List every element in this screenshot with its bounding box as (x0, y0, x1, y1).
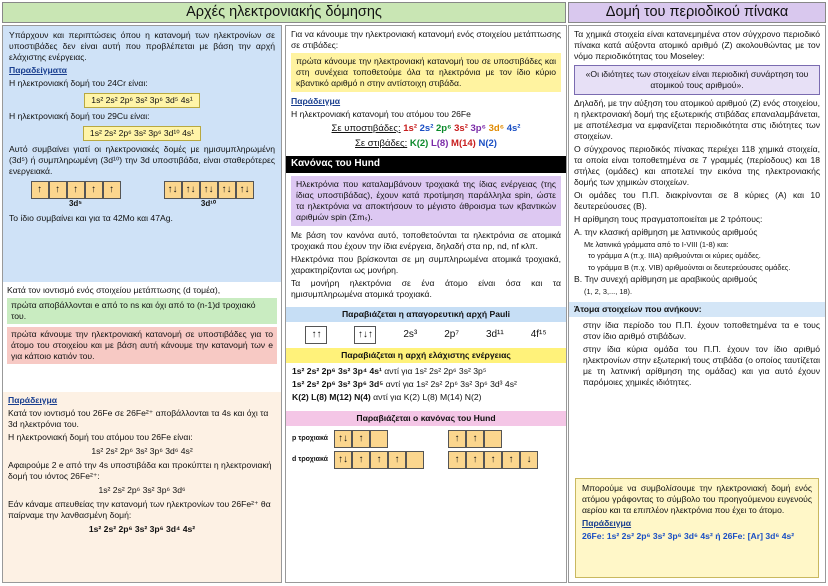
hund-section (286, 173, 566, 305)
noble-gas-fe-example: 26Fe: 1s² 2s² 2p⁶ 3s² 3p⁶ 3d⁶ 4s² ή 26Fe: [Ar] 3d⁶ 4s² (582, 531, 795, 541)
same-group-item: στην ίδια κύρια ομάδα του Π.Π. έχουν τον ίδιο αριθμό ηλεκτρονίων στην εξωτερική τους στιβάδα (ο οποίος ταυτίζεται με τη λατινική αρίθμηση της ομάδας) και για αυτό έχουν παρόμοιες χημικές ιδιότητες. (583, 343, 820, 387)
subshell-1: 1s² (403, 123, 420, 134)
p-left-orbital-2: ↑ (352, 430, 370, 448)
p-left-orbital-1: ↑↓ (334, 430, 352, 448)
shells-intro: Για να κάνουμε την ηλεκτρονιακή κατανομή ενός στοιχείου μετάπτωσης σε στιβάδες: (291, 29, 561, 50)
shells-config (410, 138, 497, 149)
d5-orbital-4: ↑ (85, 181, 103, 199)
ionization-rule-red (7, 327, 277, 364)
d10-orbital-5: ↑↓ (236, 181, 254, 199)
pauli-title: Παραβιάζεται η απαγορευτική αρχή Pauli (341, 309, 511, 320)
pauli-orbital-1: ↑↑ (305, 326, 327, 344)
d-right-orbital-5: ↓ (520, 451, 538, 469)
cr-config: 1s² 2s² 2p⁶ 3s² 3p⁶ 3d⁵ 4s¹ (84, 93, 199, 108)
d10-orbitals (164, 181, 254, 199)
hund-definition-text: Ηλεκτρόνια που καταλαμβάνουν τροχιακά της ίδιας ενέργειας (της ίδιας υποστιβάδας), έχουν κατά προτίμηση παράλληλα spin, ώστε τα ηλεκτρόνια να αποκτήσουν το μέγιστο άθροισμα των κβαντικών αριθμών spin (Σmₛ). (296, 179, 556, 223)
numbering-a-bullet1: το γράμμα A (π.χ. IIIA) αριθμούνται οι κύριες ομάδες. (588, 251, 761, 261)
p-right-orbital-1: ↑ (448, 430, 466, 448)
hund-p3: Τα μονήρη ηλεκτρόνια σε ένα άτομο είναι όσα και τα ημισυμπληρωμένα ατομικά τροχιακά. (291, 278, 561, 300)
d10-orbital-3: ↑↓ (200, 181, 218, 199)
subshell-5: 3p⁶ (470, 123, 489, 134)
noble-gas-example-title: Παράδειγμα (582, 518, 632, 528)
shells-section (286, 26, 566, 156)
mo-ag-note: Το ίδιο συμβαίνει και για τα 42Mo και 47Ag. (9, 213, 173, 224)
shells-rule (291, 53, 561, 92)
d10-orbital-4: ↑↓ (218, 181, 236, 199)
moseley-law-text: «Οι ιδιότητες των στοιχείων είναι περιοδική συνάρτηση του ατομικού τους αριθμού». (585, 69, 809, 90)
hund-definition (291, 176, 561, 226)
numbering-a-bullet2: το γράμμα B (π.χ. VIB) αριθμούνται οι δευτερεύουσες ομάδες. (588, 262, 791, 272)
subshell-2: 2s² (419, 123, 437, 134)
d-left-orbitals (334, 451, 424, 469)
subshell-7: 4s² (506, 123, 521, 134)
header-left-title: Αρχές ηλεκτρονιακής δόμησης (186, 4, 382, 21)
aufbau-title-bar (286, 348, 566, 363)
d-left-orbital-3: ↑ (370, 451, 388, 469)
d10-orbital-1: ↑↓ (164, 181, 182, 199)
column-right (568, 25, 826, 583)
pauli-examples (286, 322, 566, 348)
d-right-orbital-2: ↑ (466, 451, 484, 469)
ionization-green-text: πρώτα αποβάλλονται e από το ns και όχι από το (n-1)d τροχιακό του. (11, 300, 256, 321)
numbering-a-sub: Με λατινικά γράμματα από το I-VIII (1-8) και: (584, 240, 729, 249)
aufbau-wrong-1: 1s² 2s² 2p⁶ 3s² 3p⁴ 4s¹ (292, 366, 382, 377)
shells-example-title: Παράδειγμα (291, 96, 341, 106)
periodic-p4: Η αρίθμηση τους πραγματοποιείται με 2 τρόπους: (574, 214, 763, 224)
pauli-item-2: 2p⁷ (444, 328, 459, 340)
p-orbitals-label: p τροχιακά (292, 434, 328, 442)
header-right-title: Δομή του περιοδικού πίνακα (605, 4, 789, 21)
p-right-orbital-3 (484, 430, 502, 448)
d-right-orbital-3: ↑ (484, 451, 502, 469)
pauli-orbital-2: ↑↓↑ (354, 326, 376, 344)
d10-orbital-2: ↑↓ (182, 181, 200, 199)
fe-ion-example (3, 392, 281, 582)
cu-config: 1s² 2s² 2p⁶ 3s² 3p⁶ 3d¹⁰ 4s¹ (83, 126, 201, 141)
hund-p1: Με βάση τον κανόνα αυτό, τοποθετούνται τα ηλεκτρόνια σε ατομικά τροχιακά που έχουν την ίδια ενέργεια, δηλαδή στα np, nd, nf κλπ. (291, 230, 561, 252)
subshells-label: Σε υποστιβάδες: (331, 123, 401, 134)
d10-label: 3d¹⁰ (200, 199, 217, 208)
d-left-orbital-2: ↑ (352, 451, 370, 469)
shell-3: M(14) (451, 138, 479, 150)
fe-line4: Εάν κάναμε απευθείας την κατανομή των ηλεκτρονίων του 26Fe²⁺ θα παίρναμε την λανθασμένη δομή: (8, 499, 271, 520)
examples-title: Παραδείγματα (9, 65, 67, 75)
d5-label: 3d⁵ (68, 199, 83, 208)
column-left (2, 25, 282, 583)
aufbau-wrong-2: 1s² 2s² 2p⁶ 3s² 3p⁶ 3d⁵ (292, 379, 384, 390)
ionization-red-text: πρώτα κάνουμε την ηλεκτρονιακή κατανομή σε υποστιβάδες για το άτομο του στοιχείου και με βάση αυτή κάνουμε την κατανομή των e για κάποιο κατιόν του. (11, 329, 273, 361)
noble-gas-notation-box (575, 478, 819, 578)
exceptions-box (3, 26, 281, 282)
periodic-intro: Τα χημικά στοιχεία είναι κατανεμημένα στον σύγχρονο περιοδικό πίνακα κατά αύξοντα ατομικό αριθμό (Z) ακολουθώντας με τον νόμο περιοδικότητας του Moseley: (574, 29, 820, 61)
fe-line3: Αφαιρούμε 2 e από την 4s υποστιβάδα και προκύπτει η ηλεκτρονιακή δομή του ιόντος 26Fe²⁺: (8, 460, 272, 481)
p-left-orbitals (334, 430, 388, 448)
periodic-p3: Οι ομάδες του Π.Π. διακρίνονται σε 8 κύριες (A) και 10 δευτερεύουσες (B). (574, 190, 820, 211)
aufbau-wrong-3: K(2) L(8) M(12) N(4) (292, 392, 371, 403)
d-orbitals-label: d τροχιακά (292, 455, 328, 463)
shell-1: K(2) (409, 138, 431, 150)
shells-rule-text: πρώτα κάνουμε την ηλεκτρονιακή κατανομή του σε υποστιβάδες και στη συνέχεια τοποθετούμε όλα τα ηλεκτρόνια με τον ίδιο κύριο κβαντικό αριθμό n στην αντίστοιχη στιβάδα. (296, 56, 556, 88)
example2-title: Παράδειγμα (8, 395, 58, 405)
shells-label: Σε στιβάδες: (355, 138, 408, 150)
same-group-list (569, 317, 825, 393)
numbering-b-sub: (1, 2, 3,..., 18). (584, 287, 633, 297)
hund-p2: Ηλεκτρόνια που βρίσκονται σε μη συμπληρωμένα ατομικά τροχιακά, χαρακτηρίζονται ως μονήρη. (291, 254, 561, 276)
aufbau-examples (286, 363, 566, 408)
subshell-4: 3s² (454, 123, 471, 134)
pauli-item-3: 3d¹¹ (485, 328, 504, 340)
aufbau-right-1: αντί για 1s² 2s² 2p⁶ 3s² 3p⁵ (384, 366, 487, 377)
p-right-orbitals (448, 430, 502, 448)
hund-violation-title-bar (286, 411, 566, 426)
pauli-title-bar (286, 307, 566, 322)
fe-line1: Κατά τον ιοντισμό του 26Fe σε 26Fe²⁺ αποβάλλονται τα 4s και όχι τα 3d ηλεκτρόνια του. (8, 408, 269, 429)
header-right (568, 2, 826, 23)
fe-wrong-config: 1s² 2s² 2p⁶ 3s² 3p⁶ 3d⁴ 4s² (88, 524, 196, 534)
periodic-p2: Ο σύγχρονος περιοδικός πίνακας περιέχει 118 χημικά στοιχεία, τα οποία είναι τοποθετημένα σε 7 γραμμές (περίοδους) και 18 στήλες (ομάδες) και αποτελεί την εικόνα της ηλεκτρονιακής δομής των χημικών στοιχείων. (574, 144, 820, 187)
shell-4: N(2) (478, 138, 497, 150)
d-orbital-diagrams (9, 181, 275, 209)
hund-title: Κανόνας του Hund (291, 158, 380, 170)
periodic-intro-section (569, 26, 825, 302)
hund-violation-title: Παραβιάζεται ο κανόνας του Hund (356, 413, 496, 424)
fe-line2: Η ηλεκτρονιακή δομή του ατόμου του 26Fe είναι: (8, 432, 193, 442)
aufbau-right-2: αντί για 1s² 2s² 2p⁶ 3s² 3p⁶ 3d³ 4s² (385, 379, 517, 390)
pauli-item-4: 4f¹⁵ (530, 328, 547, 340)
moseley-law (574, 65, 820, 95)
d5-orbital-1: ↑ (31, 181, 49, 199)
same-group-title: Άτομα στοιχείων που ανήκουν: (574, 303, 702, 314)
hund-violation-examples (286, 426, 566, 473)
periodic-p1: Δηλαδή, με την αύξηση του ατομικού αριθμού (Z) ενός στοιχείου, η ηλεκτρονιακή δομή της εξωτερικής στιβάδας επαναλαμβάνεται, με αποτέλεσμα να εμφανίζεται περιοδικότητα στις ιδιότητες των στοιχείων. (574, 98, 820, 141)
ionization-rule-green (7, 298, 277, 324)
aufbau-right-3: αντί για K(2) L(8) M(14) N(2) (373, 392, 482, 403)
numbering-b: B. Την συνεχή αρίθμηση με αραβικούς αριθμούς (574, 274, 758, 285)
fe2-config: 1s² 2s² 2p⁶ 3s² 3p⁶ 3d⁶ (98, 485, 186, 495)
same-period-item: στην ίδια περίοδο του Π.Π. έχουν τοποθετημένα τα e τους στον ίδιο αριθμό στιβάδων. (583, 319, 820, 341)
d5-diagram (31, 181, 121, 209)
ionization-section (3, 282, 281, 370)
cu-line: Η ηλεκτρονιακή δομή του 29Cu είναι: (9, 111, 150, 121)
d5-orbital-3: ↑ (67, 181, 85, 199)
d-left-orbital-1: ↑↓ (334, 451, 352, 469)
noble-gas-text: Μπορούμε να συμβολίσουμε την ηλεκτρονιακή δομή ενός ατόμου γράφοντας το σύμβολο του προηγούμενου ευγενούς αερίου και τα επιπλέον ηλεκτρόνια που έχει το άτομο. (582, 483, 812, 515)
d-right-orbital-1: ↑ (448, 451, 466, 469)
aufbau-title: Παραβιάζεται η αρχή ελάχιστης ενέργειας (341, 350, 511, 361)
d-left-orbital-4: ↑ (388, 451, 406, 469)
same-group-title-bar (569, 302, 825, 317)
subshell-6: 3d⁶ (488, 123, 507, 134)
d5-orbital-5: ↑ (103, 181, 121, 199)
d5-orbital-2: ↑ (49, 181, 67, 199)
pauli-item-1: 2s³ (403, 328, 418, 340)
cr-line: Η ηλεκτρονιακή δομή του 24Cr είναι: (9, 78, 148, 88)
d-left-orbital-5 (406, 451, 424, 469)
header-left (2, 2, 566, 23)
column-middle (285, 25, 567, 583)
d-right-orbitals (448, 451, 538, 469)
exceptions-intro: Υπάρχουν και περιπτώσεις όπου η κατανομή των ηλεκτρονίων σε υποστιβάδες δεν είναι αυτή που προβλέπεται με βάση την αρχή ελάχιστης ενέργειας. (9, 30, 275, 62)
p-left-orbital-3 (370, 430, 388, 448)
d5-orbitals (31, 181, 121, 199)
d-right-orbital-4: ↑ (502, 451, 520, 469)
subshells-config (403, 123, 520, 134)
numbering-a: A. την κλασική αρίθμηση με λατινικούς αριθμούς (574, 227, 758, 237)
fe-config: 1s² 2s² 2p⁶ 3s² 3p⁶ 3d⁶ 4s² (91, 446, 193, 456)
d10-diagram (164, 181, 254, 209)
stability-explanation: Αυτό συμβαίνει γιατί οι ηλεκτρονιακές δομές με ημισυμπληρωμένη (3d⁵) ή συμπληρωμένη (3d¹⁰) την 3d υποστιβάδα, είναι σταθερότερες ενεργειακά. (9, 144, 275, 176)
ionization-intro: Κατά τον ιοντισμό ενός στοιχείου μετάπτωσης (d τομέα), (7, 285, 221, 295)
p-right-orbital-2: ↑ (466, 430, 484, 448)
shell-2: L(8) (430, 138, 452, 150)
subshell-3: 2p⁶ (436, 123, 455, 134)
shells-fe-line: Η ηλεκτρονιακή κατανομή του ατόμου του 26Fe (291, 109, 471, 119)
hund-title-bar (286, 156, 566, 173)
